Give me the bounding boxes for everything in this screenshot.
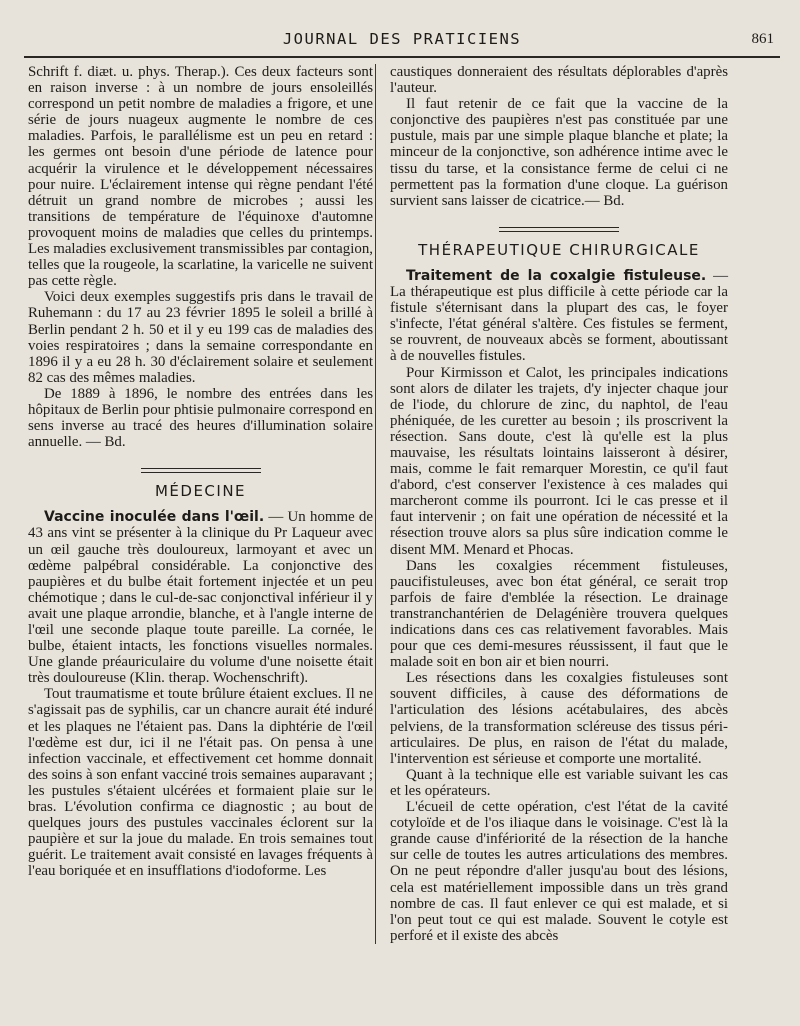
- right-column: [390, 64, 728, 944]
- journal-title: JOURNAL DES PRATICIENS: [282, 30, 522, 48]
- paragraph: L'écueil de cette opération, c'est l'état de la cavité cotyloïde et de l'os iliaque dans le voisinage. C'est là la grande cause d'infériorité de la résection de la hanche sur celle de toutes les autres articulations des membres. On ne peut répondre d'aller jusqu'au bout des lésions, cela est matériellement impossible dans un très grand nombre de cas. Il faut enlever ce qui est malade, et si l'on peut tout ce qui est malade. Souvent le cotyle est perforé et il existe des abcès: [390, 799, 728, 944]
- paragraph-text: — La thérapeutique est plus difficile à cette période car la fistule s'éternisant dans la plupart des cas, le foyer s'infecte, l'état général s'altère. Ces fistules se ferment, se rouvrent, de nouveaux abcès se forment, aboutissant à de nouvelles fistules.: [390, 267, 728, 365]
- paragraph: Schrift f. diæt. u. phys. Therap.). Ces deux facteurs sont en raison inverse : à un nombre de jours ensoleillés correspond un petit nombre de maladies a frigore, et une série de jours nuageux augmente le nombre de ces maladies. Parfois, le parallélisme est un peu en retard : les germes ont besoin d'une période de latence pour acquérir la virulence et le développement nécessaires pour nuire. L'éclairement intense qui règne pendant l'été détruit un grand nombre de microbes ; aussi les transitions de température de l'équinoxe d'automne provoquent moins de maladies que celles du printemps. Les maladies exclusivement transmissibles par contagion, telles que la rougeole, la scarlatine, la varicelle ne suivent pas cette règle.: [28, 64, 373, 290]
- paragraph: Voici deux exemples suggestifs pris dans le travail de Ruhemann : du 17 au 23 février 1895 le soleil a brillé à Berlin pendant 2 h. 50 et il y eu 199 cas de maladies des voies respiratoires ; dans la semaine correspondante en 1896 il y a eu 28 h. 30 d'éclairement solaire et seulement 82 cas des mêmes maladies.: [28, 289, 373, 386]
- paragraph: Les résections dans les coxalgies fistuleuses sont souvent difficiles, à cause des déformations de l'articulation des lésions acétabulaires, des abcès pelviens, de la transformation scléreuse des tissus péri-articulaires. De plus, en raison de l'état du malade, l'intervention est sérieuse et comporte une mortalité.: [390, 670, 728, 767]
- paragraph: De 1889 à 1896, le nombre des entrées dans les hôpitaux de Berlin pour phtisie pulmonaire correspond en sens inverse au tracé des heures d'illumination solaire annuelle. — Bd.: [28, 385, 373, 451]
- section-title: MÉDECINE: [154, 482, 247, 501]
- paragraph: Tout traumatisme et toute brûlure étaient exclues. Il ne s'agissait pas de syphilis, car un chancre aurait été induré et les plaques ne l'étaient pas. Dans la diphtérie de l'œil l'œdème est dur, ici il ne l'était pas. On pensa à une infection vaccinale, et effectivement cet homme donnait des soins à son enfant vacciné trois semaines auparavant ; les pustules s'étaient ulcérées et formaient plaie sur le bras. L'évolution confirma ce diagnostic ; au bout de quelques jours des pustules vaccinales éclorent sur la paupière et sur la joue du malade. En trois semaines tout guérit. Le traitement avait consisté en lavages fréquents à l'eau boriquée et en insufflations d'iodoforme. Les: [28, 686, 373, 880]
- page-number: 861: [751, 31, 774, 47]
- paragraph: Dans les coxalgies récemment fistuleuses, paucifistuleuses, avec bon état général, ce serait trop parfois de faire d'emblée la résection. Le drainage transtranchantérien de Delagénière trouvera quelques indications dans ces cas relativement favorables. Mais pour que ces demi-mesures réussissent, il faut que le malade soit en bon air et bien nourri.: [390, 557, 728, 671]
- section-rule: [141, 468, 261, 473]
- paragraph: Il faut retenir de ce fait que la vaccine de la conjonctive des paupières n'est pas constituée par une pustule, mais par une simple plaque blanche et plate; la minceur de la conjonctive, son adhérence intime avec le tissu du tarse, et la consistance ferme de celui ci ne permettent pas la formation d'une cloque. La guérison survient sans laisser de cicatrice.— Bd.: [390, 96, 728, 209]
- section-title: THÉRAPEUTIQUE CHIRURGICALE: [418, 240, 700, 259]
- paragraph: Pour Kirmisson et Calot, les principales indications sont alors de dilater les trajets, d'y injecter chaque jour de l'iode, du chlorure de zinc, du naphtol, de l'eau phéniquée, de les curetter au besoin ; ils proscrivent la résection. Sans doute, c'est là qu'elle est la plus mauvaise, les résultats lointains laisseront à désirer, mais, comme le fait remarquer Morestin, ce qu'il faut d'abord, c'est conserver l'existence à ces malades qui marcheront comme ils pourront. Ici le cas presse et il faut intervenir ; on fait une opération de nécessité et la résection trouve alors sa plus sûre indication comme le disent MM. Menard et Phocas.: [390, 364, 728, 558]
- paragraph: caustiques donneraient des résultats déplorables d'après l'auteur.: [390, 64, 728, 97]
- column-divider: [375, 64, 376, 944]
- subsection-title: Vaccine inoculée dans l'œil.: [44, 509, 265, 526]
- section-heading-medecine: [28, 458, 373, 499]
- section-heading-therapeutique: [390, 217, 728, 258]
- subsection-title: Traitement de la coxalgie fistuleuse.: [406, 267, 707, 284]
- section-rule: [499, 227, 619, 232]
- paragraph: [28, 509, 373, 686]
- running-header: [24, 26, 780, 58]
- paragraph-text: — Un homme de 43 ans vint se présenter à la clinique du Pr Laqueur avec un œil gauche très douloureux, larmoyant et avec un œdème palpébral considérable. La conjonctive des paupières et du bulbe était fortement injectée et un peu chémotique ; dans le cul-de-sac conjonctival inférieur il y avait une plaque arrondie, blanche, et à l'angle interne de l'œil une seconde plaque toute pareille. La cornée, le bulbe, étaient intacts, les fonctions visuelles normales. Une glande préauriculaire du volume d'une noisette était très douloureuse (Klin. therap. Wochenschrift).: [28, 509, 373, 687]
- paragraph: Quant à la technique elle est variable suivant les cas et les opérateurs.: [390, 766, 728, 799]
- left-column: [28, 64, 373, 880]
- paragraph: [390, 268, 728, 365]
